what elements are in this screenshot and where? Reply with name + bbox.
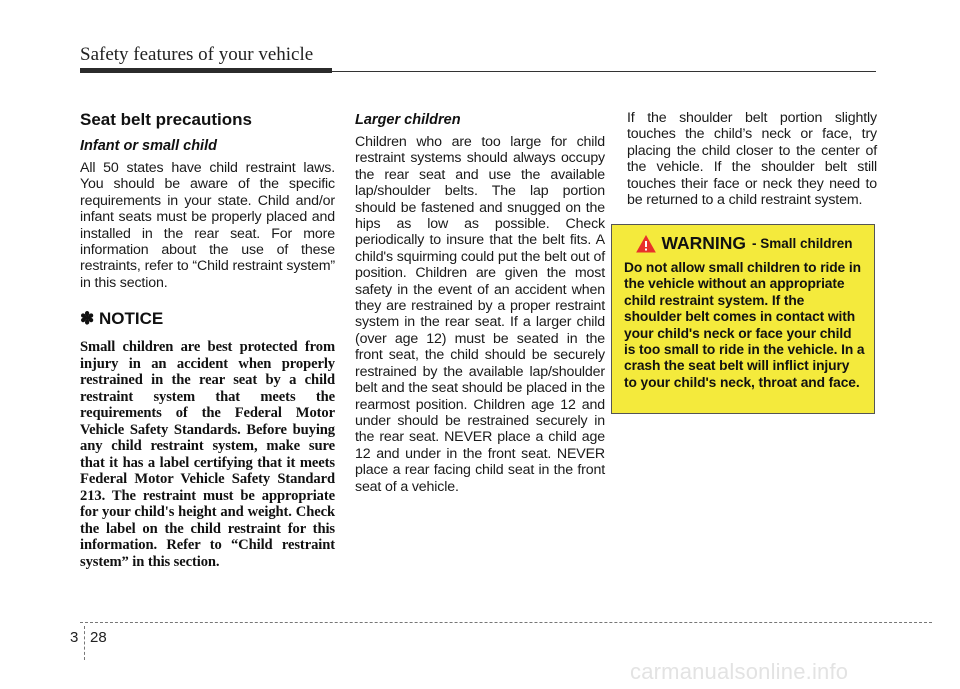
footer-rule xyxy=(80,622,932,623)
watermark: carmanualsonline.info xyxy=(630,659,849,684)
subheading-infant: Infant or small child xyxy=(80,138,217,154)
column-3 xyxy=(627,110,877,208)
paragraph-larger-children: Children who are too large for child restraint systems should always occupy the rear seat and use the available lap/shoulder belts. The lap portion should be fastened and snugged on the hips as low as possible. Check periodically to insure that the belt fits. A child's squirming could put the belt out of position. Children are given the most safety in the event of an accident when they are restrained by a proper restraint system in the rear seat. If a larger child (over age 12) must be seated in the front seat, the child should be securely restrained by the available lap/shoulder belt and the seat should be placed in the rearmost position. Children age 12 and under should be restrained securely in the rear seat. NEVER place a child age 12 and under in the front seat. NEVER place a rear facing child seat in the front seat of a vehicle. xyxy=(355,134,605,495)
warning-header xyxy=(624,233,865,254)
warning-body: Do not allow small children to ride in the vehicle without an appropriate child restraint system. If the shoulder belt comes in contact with your child's neck or face your child is too small to ride in the vehicle. In a crash the seat belt will inflict injury to your child's neck, throat and face. xyxy=(624,260,865,390)
header-rule-thick xyxy=(80,68,332,73)
paragraph-shoulder-belt: If the shoulder belt portion slightly touches the child’s neck or face, try placing the child closer to the center of the vehicle. If the shoulder belt still touches their face or neck they need to be returned to a child restraint system. xyxy=(627,110,877,209)
notice-title: ✽ NOTICE xyxy=(80,309,164,329)
warning-word: WARNING xyxy=(661,233,747,253)
chapter-number: 3 xyxy=(70,629,79,646)
header-rule xyxy=(80,68,876,74)
header-title: Safety features of your vehicle xyxy=(80,44,314,65)
column-1 xyxy=(80,110,335,570)
notice-body: Small children are best protected from injury in an accident when properly restrained in the rear seat by a child restraint system that meets the requirements of the Federal Motor Vehicle Safety Standards. Before buying any child restraint system, make sure that it has a label certifying that it meets Federal Motor Vehicle Safety Standard 213. The restraint must be appropriate for your child's height and weight. Check the label on the child restraint for this information. Refer to “Child restraint system” in this section. xyxy=(80,339,335,570)
warning-triangle-icon xyxy=(636,235,656,253)
warning-subtitle: - Small children xyxy=(752,236,853,251)
page-number: 28 xyxy=(90,629,107,646)
section-title: Seat belt precautions xyxy=(80,110,252,129)
column-2 xyxy=(355,112,605,495)
paragraph-infant: All 50 states have child restraint laws. You should be aware of the specific requirements in your state. Child and/or infant seats must be properly placed and installed in the rear seat. For more information about the use of these restraints, refer to “Child restraint system” in this section. xyxy=(80,160,335,291)
footer-divider xyxy=(84,626,85,660)
subheading-larger-children: Larger children xyxy=(355,112,461,128)
warning-box xyxy=(611,224,875,414)
